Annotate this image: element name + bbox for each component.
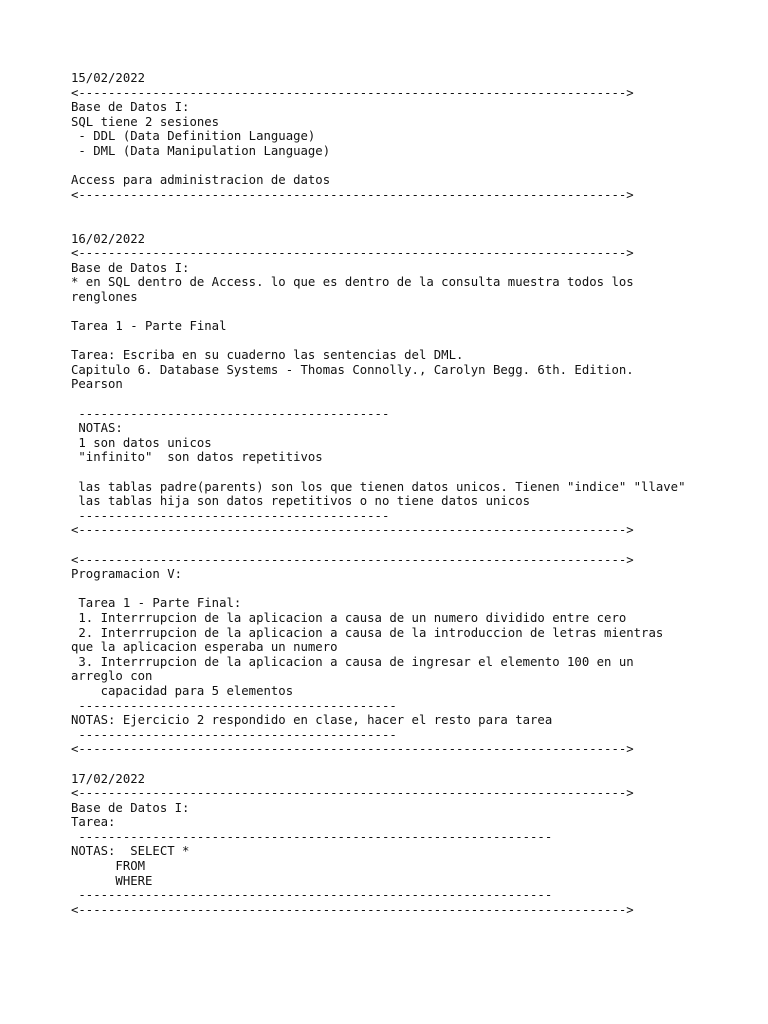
document-page	[71, 71, 761, 917]
blank-line	[71, 465, 761, 480]
blank-line	[71, 334, 761, 349]
separator-line: <-------------------------------------------------------------------------->	[71, 85, 634, 100]
divider-line: ----------------------------------------------------------------	[71, 888, 553, 903]
blank-line	[71, 582, 761, 597]
divider-line: ----------------------------------------------------------------	[71, 829, 553, 844]
separator-line: <-------------------------------------------------------------------------->	[71, 523, 634, 538]
date-heading: 15/02/2022	[71, 71, 146, 85]
list-item: 1. Interrrupcion de la aplicacion a causa de un numero dividido entre cero	[71, 610, 627, 625]
separator-line: <-------------------------------------------------------------------------->	[71, 246, 634, 261]
list-item: - DDL (Data Definition Language)	[71, 129, 316, 144]
text-line: Capitulo 6. Database Systems - Thomas Connolly., Carolyn Begg. 6th. Edition.	[71, 362, 634, 377]
divider-line: -------------------------------------------	[71, 698, 397, 713]
notes-heading: NOTAS: Ejercicio 2 respondido en clase, hacer el resto para tarea	[71, 713, 553, 728]
text-line: Tarea: Escriba en su cuaderno las sentencias del DML.	[71, 348, 464, 363]
text-line: las tablas padre(parents) son los que tienen datos unicos. Tienen "indice" "llave"	[71, 479, 686, 494]
text-line: arreglo con	[71, 669, 153, 684]
subject-heading: Programacion V:	[71, 567, 183, 582]
date-heading: 17/02/2022	[71, 771, 146, 786]
separator-line: <-------------------------------------------------------------------------->	[71, 902, 634, 917]
text-line: Tarea:	[71, 815, 116, 830]
blank-line	[71, 217, 761, 232]
text-line: 1 son datos unicos	[71, 435, 212, 450]
blank-line	[71, 202, 761, 217]
divider-line: ------------------------------------------	[71, 406, 390, 421]
blank-line	[71, 305, 761, 320]
text-line: Access para administracion de datos	[71, 173, 331, 188]
text-line: capacidad para 5 elementos	[71, 683, 294, 698]
notes-heading: NOTAS: SELECT *	[71, 844, 190, 859]
text-line: las tablas hija son datos repetitivos o no tiene datos unicos	[71, 494, 531, 509]
divider-line: ------------------------------------------	[71, 508, 390, 523]
code-line: WHERE	[71, 873, 153, 888]
text-line: Pearson	[71, 377, 123, 392]
subject-heading: Base de Datos I:	[71, 100, 190, 115]
notes-heading: NOTAS:	[71, 421, 123, 436]
text-line: * en SQL dentro de Access. lo que es dentro de la consulta muestra todos los	[71, 275, 634, 290]
separator-line: <-------------------------------------------------------------------------->	[71, 552, 634, 567]
text-line: "infinito" son datos repetitivos	[71, 450, 323, 465]
text-line: que la aplicacion esperaba un numero	[71, 640, 338, 655]
blank-line	[71, 159, 761, 174]
text-line: SQL tiene 2 sesiones	[71, 114, 220, 129]
code-line: FROM	[71, 859, 146, 874]
subject-heading: Base de Datos I:	[71, 800, 190, 815]
blank-line	[71, 757, 761, 772]
separator-line: <-------------------------------------------------------------------------->	[71, 742, 634, 757]
text-line: Tarea 1 - Parte Final	[71, 319, 227, 334]
text-line: Tarea 1 - Parte Final:	[71, 596, 242, 611]
separator-line: <-------------------------------------------------------------------------->	[71, 786, 634, 801]
divider-line: -------------------------------------------	[71, 727, 397, 742]
date-heading: 16/02/2022	[71, 231, 146, 246]
list-item: - DML (Data Manipulation Language)	[71, 143, 331, 158]
blank-line	[71, 538, 761, 553]
list-item: 2. Interrrupcion de la aplicacion a causa de la introduccion de letras mientras	[71, 625, 664, 640]
blank-line	[71, 392, 761, 407]
text-line: renglones	[71, 289, 138, 304]
separator-line: <-------------------------------------------------------------------------->	[71, 187, 634, 202]
subject-heading: Base de Datos I:	[71, 260, 190, 275]
list-item: 3. Interrrupcion de la aplicacion a causa de ingresar el elemento 100 en un	[71, 654, 634, 669]
